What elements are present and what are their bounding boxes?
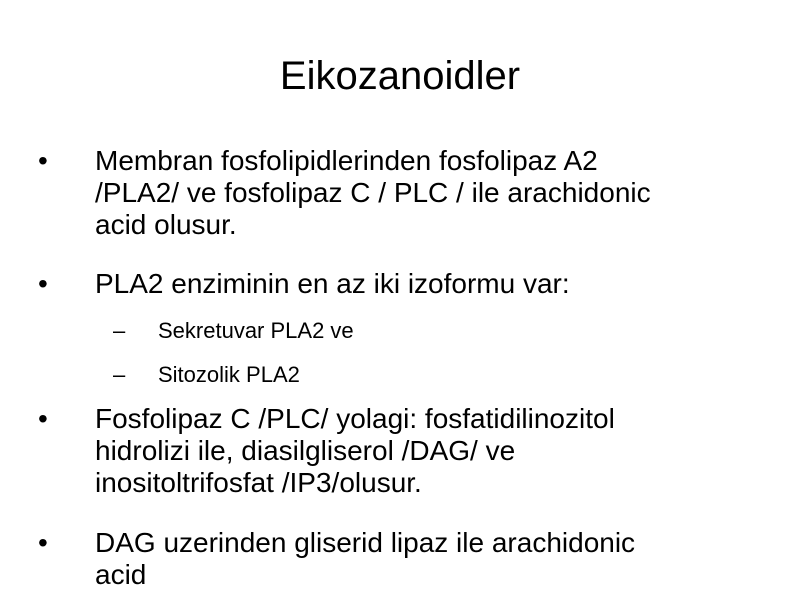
- bullet-marker: •: [38, 403, 48, 434]
- subbullet-text: Sekretuvar PLA2 ve: [158, 318, 354, 343]
- bullet-text: DAG uzerinden gliserid lipaz ile arachidonic acid: [95, 527, 636, 590]
- slide-title: Eikozanoidler: [279, 54, 521, 98]
- bullet-text: Membran fosfolipidlerinden fosfolipaz A2 /PLA2/ ve fosfolipaz C / PLC / ile arachidonic acid olusur.: [95, 145, 651, 240]
- subbullet-marker: –: [113, 362, 126, 387]
- subbullet-text: Sitozolik PLA2: [158, 362, 300, 387]
- subbullet-marker: –: [113, 318, 126, 343]
- bullet-marker: •: [38, 145, 48, 176]
- bullet-text: Fosfolipaz C /PLC/ yolagi: fosfatidilinozitol hidrolizi ile, diasilgliserol /DAG/ ve inositoltrifosfat /IP3/olusur.: [95, 403, 615, 498]
- bullet-marker: •: [38, 527, 48, 558]
- bullet-marker: •: [38, 268, 48, 299]
- bullet-text: PLA2 enziminin en az iki izoformu var:: [95, 268, 570, 299]
